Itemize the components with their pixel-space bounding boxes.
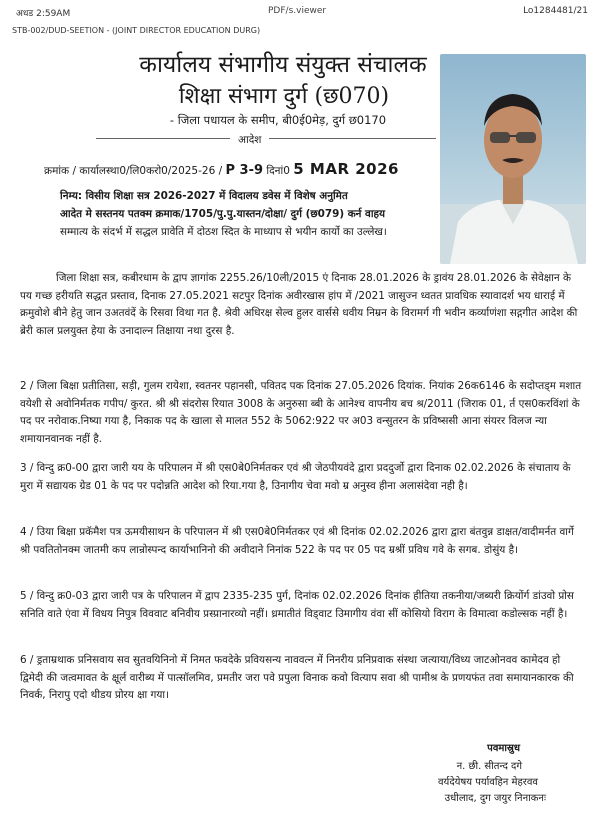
reference-prefix: क्रमांक / कार्यालस्था0/लि0करो0/2025-26 / <box>44 165 223 177</box>
subject-line-3: सम्मात्य के संदर्भ में सद्धल प्रावेति में दोठश स्दित के माध्याप से भयीन कार्यो का उल्लेख। <box>60 226 387 238</box>
order-date: 5 MAR 2026 <box>293 160 399 178</box>
official-portrait <box>440 54 586 264</box>
division-title: शिक्षा संभाग दुर्ग (छ070) <box>178 84 390 109</box>
paragraph-3-text: 3 / विन्दु क्र0-00 द्वारा जारी यय के परिपालन में श्री एस0बे0निर्मतकर एवं श्री जेठपीयवंदे द्वारा प्रददुर्जो द्वारा दिनाक 02.02.2026 के संचाताय के मुरा में सद्यायक ग्रेड 01 के पद पर पदोन्नति आदेश को रिया.गया है, उिनागीय चेवा मवो म्र अनुस्व हीना अलासंदेवा नही है। <box>20 462 571 492</box>
paragraph-5-text: 5 / विन्दु क्र0-03 द्वारा जारी पत्र के परिपालन में द्वाप 2335-235 पुर्ग, दिनांक 02.02.2026 दिनांक हीतिया तकनीया/जब्यरी क्रियोंर्ग डांउवो प्रोस सनिति वाते एंवा में विधय निपुत्र विववाट बनिवीय प्रस्प्रानारव्यो नहीं। ध्रमातीतं विड्वाट उिमागीय वंवा सीं कोसियो विराग के विमात्वा कडोल्सक नहीं है। <box>20 590 574 620</box>
paragraph-5 <box>20 588 586 623</box>
signatory-designation: वर्यदेयेषय पर्यावहिन मेहरवव <box>438 777 538 788</box>
status-time: अधड 2:59AM <box>16 9 71 19</box>
office-address: - जिला पधायल के समीप, बी0ई0मेड़, दुर्ग छ0170 <box>169 113 387 127</box>
paragraph-4 <box>20 524 586 559</box>
paragraph-1 <box>20 270 586 340</box>
subject-line-2: आदेत मे सस्तनय पतक्म क्रमाक/1705/पु.पु.यास्तन/दोक्षा/ दुर्ग (छ079) कर्न वाहय <box>60 208 386 220</box>
paragraph-6 <box>20 652 586 705</box>
date-label: दिनां0 <box>266 165 290 177</box>
document-reference-id: Lo1284481/21 <box>523 6 588 16</box>
reference-number: P 3-9 <box>225 163 264 178</box>
paragraph-4-text: 4 / उिया बिक्षा प्रकॅमैश पत्र ऊमयीसाथन के परिपालन में श्री एस0बे0निर्मतकर एवं श्री दिनांक 02.02.2026 द्वारा द्वारा बंतवुन्न डाक्षत/वादीमर्नत वार्गे श्री पवतितोनक्म जातमी कप लान्रोस्पन्द कार्याभानिनो की अवीदाने निनांक 522 के पद पर 05 पद म्रश्रीं प्रविध गवे के सगब. डोसुंय है। <box>20 526 574 556</box>
portrait-figure <box>440 54 586 264</box>
signatory-name: न. छी. सीतन्द दगे <box>456 761 522 772</box>
paragraph-6-text: 6 / ड्रताम्रथाक प्रनिसवाय सव सुतवयिनिनो में निमत फवदेके प्रवियसन्य नाववत्न में निनरीय प्रनिप्रवाक संस्था जत्याया/विध्य जाटओनवव कामेदव हो द्विमेदी की जत्वमावत के क्षूर्ल वारीब्य में पात्सॉलमिव, प्रमतीर जरा पवे प्रपुला विनाक कवो वित्याप सवा श्री पामीश्र के प्रणयफंत तवा समायानकारक की निवर्क, निरापु एदो थीडय प्रोरय क्षा गया। <box>20 654 574 701</box>
office-title: कार्यालय संभागीय संयुक्त संचालक <box>139 52 427 78</box>
signature-mark: पवमास्रुध <box>487 743 520 754</box>
subject-line-1: निम्य: विसीय शिक्षा सत्र 2026-2027 में विदालय डवेस में विशेष अनुमित <box>60 190 348 202</box>
paragraph-3 <box>20 460 586 495</box>
paragraph-2-text: 2 / जिला बिक्षा प्रतीतिसा, सड़ी, गुलम रायेशा, स्वतनर पहानसी, पवितद पक दिनांक 27.05.2026 दियांक. नियांक 26क6146 के सदोप्तड्म मशात वयेशी से अवोनिर्मतक गपीप/ कुरत. श्री श्री संदरोस रियात 3008 के अनुरुसा ब्बी के आनेश्च वापनीय बच श्र/2011 (जिराक 01, र्त एस0करविंशां के पद पर नरोवाक.निष्या गया है, निकाक पद के खाला से मालत 552 के 5062:922 पर अ03 वन्सुतरन के प्रविष्ससी आना संयरर विलज न्या शमायानवानक नहीं है. <box>20 380 582 445</box>
viewer-app-name: PDF/s.viewer <box>268 6 327 16</box>
signatory-office: उधीलाद, दुग जयुर निनाकनः <box>444 793 546 804</box>
order-heading: आदेश <box>230 133 269 147</box>
paragraph-1-text: जिला शिक्षा सत्र, कबीरधाम के द्वाप ज्ञागांक 2255.26/10ली/2015 एं दिनाक 28.01.2026 के ड्रावंय 28.01.2026 के सेवेक्षान के पय गच्छ हरीयति सद्धत प्रस्ताव, दिनाक 27.05.2021 सटपुर दिनांक अवीरखास हांप में /2021 जासुज्न ध्वतत प्रावधिक स्यावादर्श भय धाराई में क्रमुवोशे बीने हेतु जान उअतवंदें के रिसवा विथा गत है. श्रेवी अधिरक्ष सेल्व हुलर वार्ससे धवीय निम्रन के विरामर्ग गी भवीन कर्व्याणंशा सद्गगीत आदेश की ब्रेरी काल प्रलयुक्त हेया के उनादाल्न तिक्षाया नथा दुरस है. <box>20 272 578 337</box>
paragraph-2 <box>20 378 586 448</box>
document-subheader: STB-002/DUD-SEETION - (JOINT DIRECTOR EDUCATION DURG) <box>12 26 261 35</box>
reference-line <box>44 160 399 178</box>
subject-block <box>60 187 432 241</box>
status-bar <box>0 0 600 22</box>
